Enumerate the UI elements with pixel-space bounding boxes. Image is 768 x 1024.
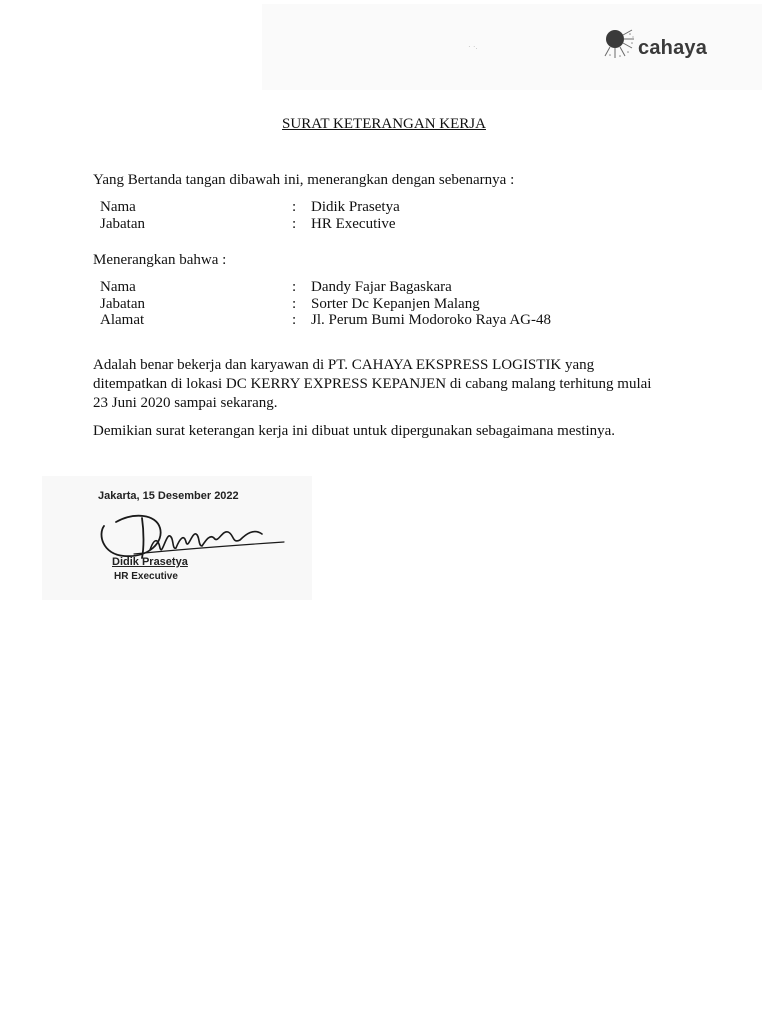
field-colon: : (292, 295, 297, 312)
signer-details (100, 199, 660, 232)
field-value: Dandy Fajar Bagaskara (311, 279, 452, 295)
field-label: Nama (100, 199, 136, 215)
employee-row (100, 279, 660, 296)
field-colon: : (292, 199, 297, 215)
document-title: SURAT KETERANGAN KERJA (282, 116, 486, 132)
employee-row (100, 296, 660, 313)
scan-speck: · ·. (468, 42, 478, 51)
signer-row (100, 199, 660, 216)
statement-paragraph (93, 356, 693, 413)
signer-name: Didik Prasetya (112, 556, 188, 568)
signature-date: Jakarta, 15 Desember 2022 (98, 490, 239, 502)
field-label: Nama (100, 279, 136, 295)
signature-block (42, 476, 312, 600)
statement-line: 23 Juni 2020 sampai sekarang. (93, 395, 278, 411)
field-label: Jabatan (100, 215, 145, 232)
field-label: Jabatan (100, 295, 145, 312)
closing-paragraph: Demikian surat keterangan kerja ini dibuat untuk dipergunakan sebagaimana mestinya. (93, 423, 616, 439)
field-colon: : (292, 312, 297, 328)
field-value: HR Executive (311, 215, 396, 232)
statement-line: Adalah benar bekerja dan karyawan di PT. CAHAYA EKSPRESS LOGISTIK yang (93, 357, 595, 373)
field-value: Jl. Perum Bumi Modoroko Raya AG-48 (311, 312, 551, 328)
field-value: Didik Prasetya (311, 199, 400, 215)
employee-details (100, 279, 660, 329)
intro-paragraph: Yang Bertanda tangan dibawah ini, menerangkan dengan sebenarnya : (93, 172, 515, 188)
employee-row (100, 312, 660, 329)
signer-row (100, 216, 660, 233)
company-logo (602, 26, 742, 70)
field-colon: : (292, 279, 297, 295)
handwritten-signature (94, 504, 304, 564)
signer-position: HR Executive (114, 571, 178, 582)
field-value: Sorter Dc Kepanjen Malang (311, 295, 480, 312)
field-colon: : (292, 215, 297, 232)
logo-burst-icon (602, 26, 636, 60)
explain-intro: Menerangkan bahwa : (93, 252, 227, 268)
statement-line: ditempatkan di lokasi DC KERRY EXPRESS KEPANJEN di cabang malang terhitung mulai (93, 376, 652, 392)
field-label: Alamat (100, 312, 145, 328)
logo-wordmark: cahaya (638, 37, 708, 59)
